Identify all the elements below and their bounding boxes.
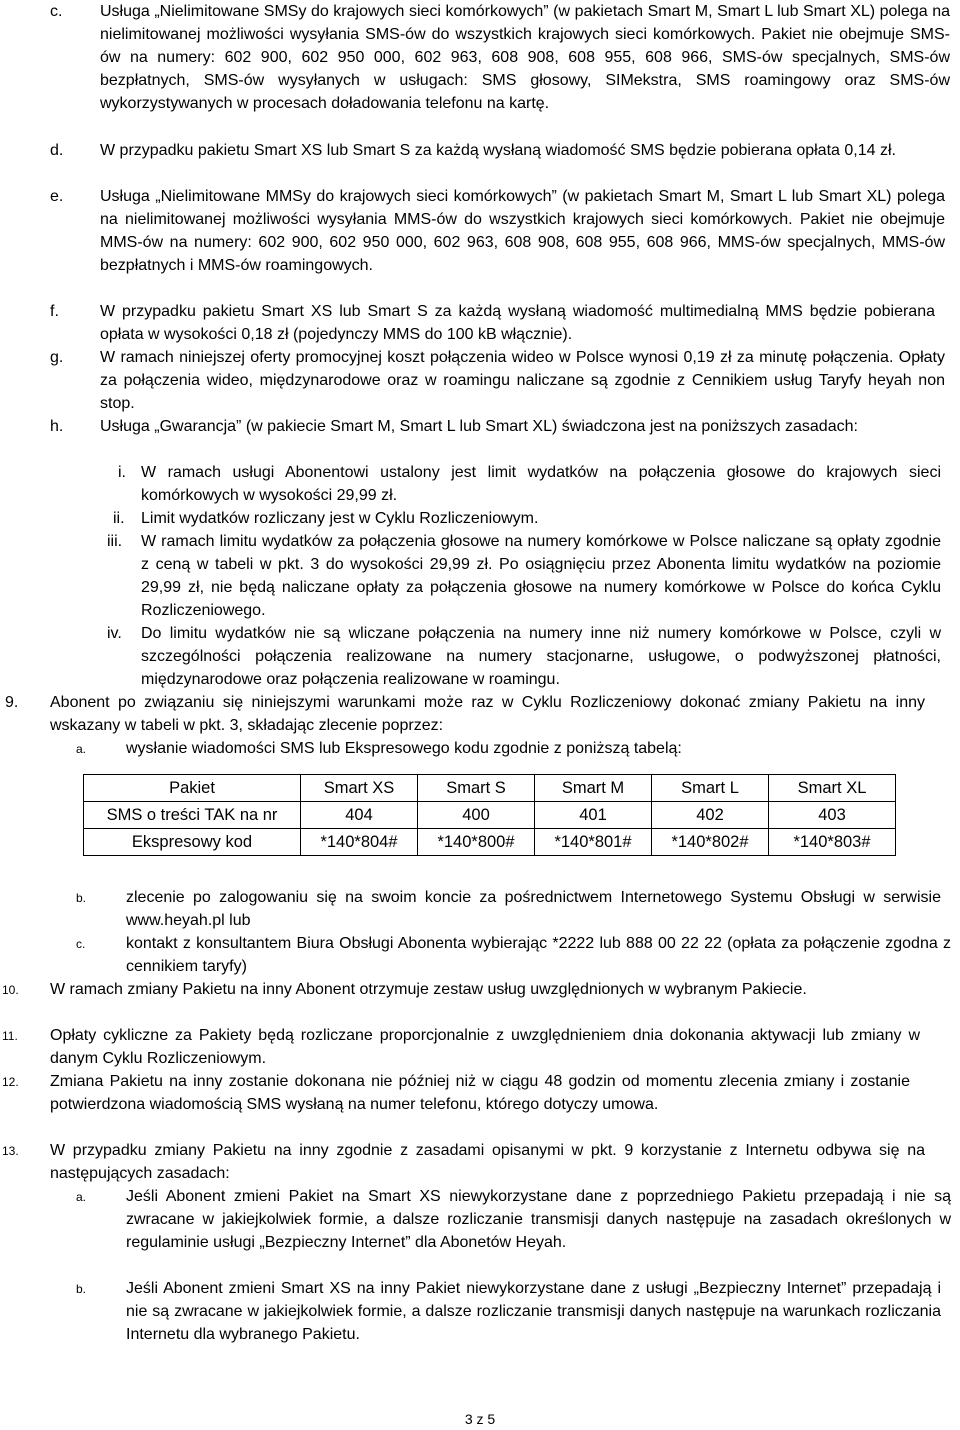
table-row xyxy=(84,829,896,856)
table-header-row xyxy=(84,775,896,802)
item-text: Usługa „Nielimitowane SMSy do krajowych sieci komórkowych” (w pakietach Smart M, Smart L lub Smart XL) polega na nielimitowanej możliwości wysyłania SMS-ów do wszystkich krajowych sieci komórkowych. Pakiet nie obejmuje SMS-ów na numery: 602 900, 602 950 000, 602 963, 608 908, 608 955, 608 966, SMS-ów specjalnych, SMS-ów bezpłatnych, SMS-ów wysyłanych w usługach: SMS głosowy, SIMekstra, SMS roamingowy oraz SMS-ów wykorzystywanych w procesach doładowania telefonu na kartę. xyxy=(100,3,950,112)
table-cell: SMS o treści TAK na nr xyxy=(84,802,301,829)
item-label: c. xyxy=(76,937,86,951)
page-number: 3 z 5 xyxy=(464,1411,496,1427)
list-item xyxy=(50,185,945,277)
item-label: iii. xyxy=(107,533,123,550)
item-label: b. xyxy=(76,891,87,905)
table-cell: 404 xyxy=(301,802,418,829)
list-item xyxy=(113,507,941,530)
table-cell: 400 xyxy=(418,802,535,829)
table-header-cell: Smart S xyxy=(418,775,535,802)
list-item xyxy=(118,461,941,507)
item-label: iv. xyxy=(107,625,122,642)
item-text: W ramach zmiany Pakietu na inny Abonent otrzymuje zestaw usług uwzględnionych w wybranym Pakiecie. xyxy=(50,981,807,998)
item-text: W przypadku pakietu Smart XS lub Smart S za każdą wysłaną wiadomość SMS będzie pobierana opłata 0,14 zł. xyxy=(100,142,896,159)
table-cell: *140*804# xyxy=(301,829,418,856)
item-text: W ramach limitu wydatków za połączenia głosowe na numery komórkowe w Polsce naliczane są opłaty zgodnie z ceną w tabeli w pkt. 3 do wysokości 29,99 zł. Po osiągnięciu przez Abonenta limitu wydatków na poziomie 29,99 zł, nie będą naliczane opłaty za połączenia głosowe na numery komórkowe w Polsce do końca Cyklu Rozliczeniowego. xyxy=(141,533,941,619)
item-label: h. xyxy=(50,418,64,435)
item-label: e. xyxy=(50,188,64,205)
item-text: Usługa „Nielimitowane MMSy do krajowych sieci komórkowych” (w pakietach Smart M, Smart L lub Smart XL) polega na nielimitowanej możliwości wysyłania MMS-ów do wszystkich krajowych sieci komórkowych. Pakiet nie obejmuje MMS-ów na numery: 602 900, 602 950 000, 602 963, 608 908, 608 955, 608 966, MMS-ów specjalnych, MMS-ów bezpłatnych i MMS-ów roamingowych. xyxy=(100,188,945,274)
item-label: b. xyxy=(76,1282,87,1296)
list-item xyxy=(2,1139,925,1185)
item-text: zlecenie po zalogowaniu się na swoim koncie za pośrednictwem Internetowego Systemu Obsługi w serwisie www.heyah.pl lub xyxy=(126,889,941,929)
item-label: i. xyxy=(118,464,126,481)
item-text: W ramach niniejszej oferty promocyjnej koszt połączenia wideo w Polsce wynosi 0,19 zł za minutę połączenia. Opłaty za połączenia wideo, międzynarodowe oraz w roamingu naliczane są zgodnie z Cennikiem usług Taryfy heyah non stop. xyxy=(100,349,945,412)
table-header-cell: Smart L xyxy=(652,775,769,802)
item-label: f. xyxy=(50,303,59,320)
list-item xyxy=(107,530,941,622)
table-cell: 401 xyxy=(535,802,652,829)
list-item xyxy=(50,0,950,115)
item-text: Jeśli Abonent zmieni Smart XS na inny Pakiet niewykorzystane dane z usługi „Bezpieczny Internet” przepadają i nie są zwracane w jakiejkolwiek formie, a dalsze rozliczanie transmisji danych następuje na warunkach rozliczania Internetu dla wybranego Pakietu. xyxy=(126,1280,941,1343)
item-label: 13. xyxy=(2,1144,19,1158)
table-cell: *140*802# xyxy=(652,829,769,856)
item-text: Limit wydatków rozliczany jest w Cyklu Rozliczeniowym. xyxy=(141,510,539,527)
item-text: Zmiana Pakietu na inny zostanie dokonana nie później niż w ciągu 48 godzin od momentu zlecenia zmiany i zostanie potwierdzona wiadomością SMS wysłaną na numer telefonu, którego dotyczy umowa. xyxy=(50,1073,910,1113)
list-item xyxy=(107,622,941,691)
table-header-cell: Smart XL xyxy=(769,775,896,802)
list-item xyxy=(76,1185,951,1254)
list-item xyxy=(50,139,960,162)
item-label: 11. xyxy=(2,1029,18,1043)
item-label: 10. xyxy=(2,983,19,997)
item-text: Usługa „Gwarancja” (w pakiecie Smart M, Smart L lub Smart XL) świadczona jest na poniższych zasadach: xyxy=(100,418,858,435)
item-text: W ramach usługi Abonentowi ustalony jest limit wydatków na połączenia głosowe do krajowych sieci komórkowych w wysokości 29,99 zł. xyxy=(141,464,941,504)
item-label: 12. xyxy=(2,1075,19,1089)
table-header-cell: Pakiet xyxy=(84,775,301,802)
table-cell: *140*801# xyxy=(535,829,652,856)
table-cell: *140*800# xyxy=(418,829,535,856)
item-text: Jeśli Abonent zmieni Pakiet na Smart XS niewykorzystane dane z poprzedniego Pakietu przepadają i nie są zwracane w jakiejkolwiek formie, a dalsze rozliczanie transmisji danych następuje na zasadach określonych w regulaminie usługi „Bezpieczny Internet” dla Abonetów Heyah. xyxy=(126,1188,951,1251)
list-item xyxy=(76,737,926,760)
item-text: Abonent po związaniu się niniejszymi warunkami może raz w Cyklu Rozliczeniowy dokonać zmiany Pakietu na inny wskazany w tabeli w pkt. 3, składając zlecenie poprzez: xyxy=(50,694,925,734)
item-label: ii. xyxy=(113,510,125,527)
table-cell: 403 xyxy=(769,802,896,829)
item-text: kontakt z konsultantem Biura Obsługi Abonenta wybierając *2222 lub 888 00 22 22 (opłata za połączenie zgodna z cennikiem taryfy) xyxy=(126,935,951,975)
item-label: g. xyxy=(50,349,64,366)
item-label: a. xyxy=(76,1190,87,1204)
item-label: 9. xyxy=(5,694,19,711)
item-text: wysłanie wiadomości SMS lub Ekspresowego kodu zgodnie z poniższą tabelą: xyxy=(126,740,682,757)
list-item xyxy=(76,1277,941,1346)
sms-code-table xyxy=(83,774,896,856)
list-item xyxy=(50,415,950,438)
item-label: d. xyxy=(50,142,64,159)
table-cell: 402 xyxy=(652,802,769,829)
item-text: W przypadku zmiany Pakietu na inny zgodnie z zasadami opisanymi w pkt. 9 korzystanie z Internetu odbywa się na następujących zasadach: xyxy=(50,1142,925,1182)
item-label: c. xyxy=(50,3,63,20)
list-item xyxy=(2,1024,920,1070)
item-text: Do limitu wydatków nie są wliczane połączenia na numery inne niż numery komórkowe w Polsce, czyli w szczególności połączenia realizowane na numery stacjonarne, usługowe, o podwyższonej płatności, międzynarodowe oraz połączenia realizowane w roamingu. xyxy=(141,625,941,688)
item-text: Opłaty cykliczne za Pakiety będą rozliczane proporcjonalnie z uwzględnieniem dnia dokonania aktywacji lub zmiany w danym Cyklu Rozliczeniowym. xyxy=(50,1027,920,1067)
list-item xyxy=(2,978,910,1001)
list-item xyxy=(76,932,951,978)
table-header-cell: Smart XS xyxy=(301,775,418,802)
list-item xyxy=(76,886,941,932)
item-label: a. xyxy=(76,742,87,756)
list-item xyxy=(50,346,945,415)
table-row xyxy=(84,802,896,829)
list-item xyxy=(50,300,935,346)
table-cell: Ekspresowy kod xyxy=(84,829,301,856)
table-header-cell: Smart M xyxy=(535,775,652,802)
list-item xyxy=(5,691,925,737)
item-text: W przypadku pakietu Smart XS lub Smart S za każdą wysłaną wiadomość multimedialną MMS będzie pobierana opłata w wysokości 0,18 zł (pojedynczy MMS do 100 kB włącznie). xyxy=(100,303,935,343)
list-item xyxy=(2,1070,910,1116)
table-cell: *140*803# xyxy=(769,829,896,856)
